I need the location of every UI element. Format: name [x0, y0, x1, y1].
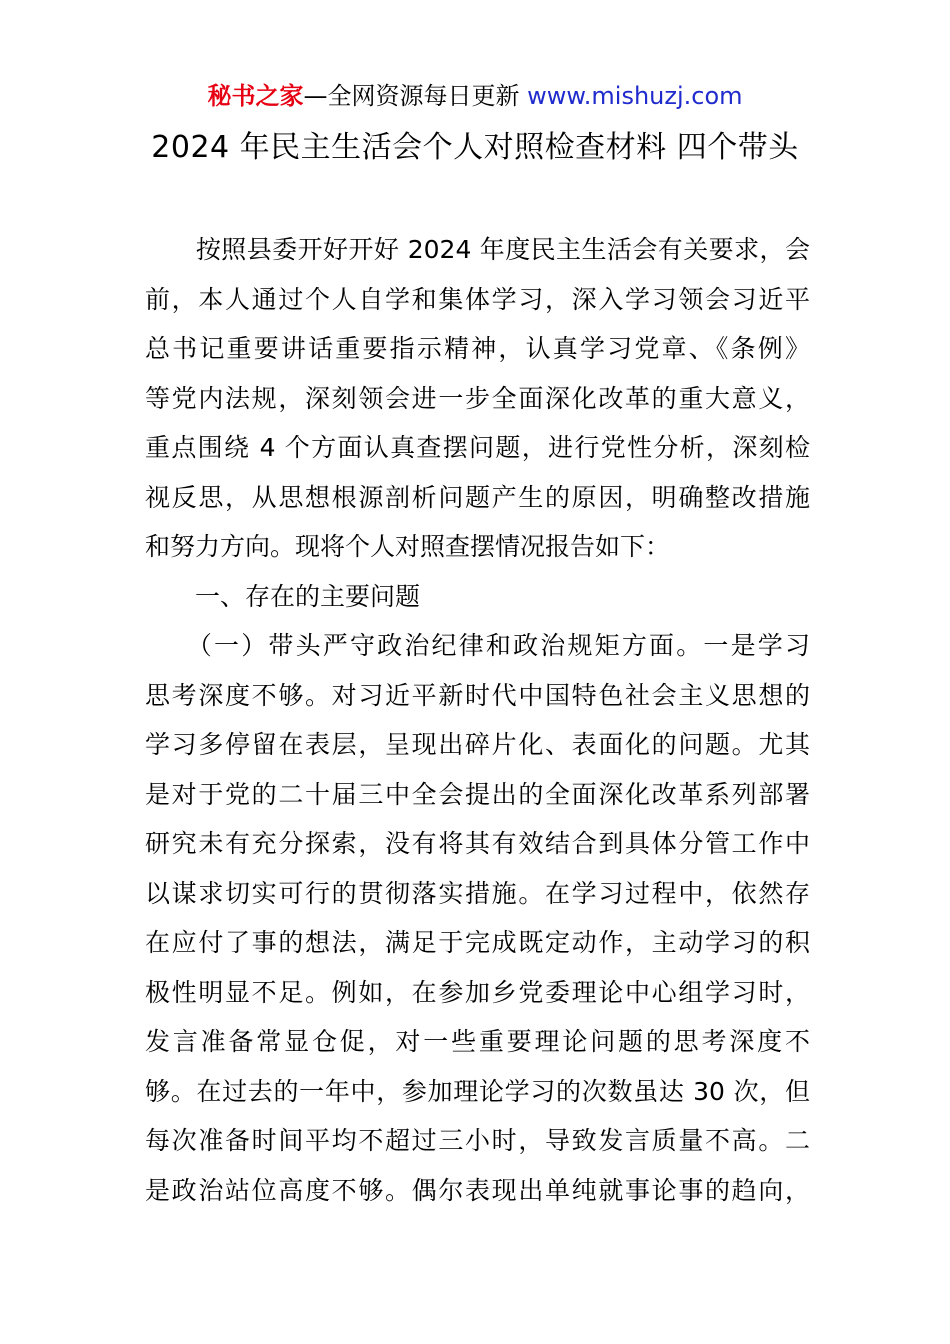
site-tagline: —全网资源每日更新: [303, 82, 520, 110]
document-body: [145, 225, 810, 1215]
document-title: 2024 年民主生活会个人对照检查材料 四个带头: [151, 130, 799, 165]
body-line: 重点围绕 4 个方面认真查摆问题，进行党性分析，深刻检: [145, 433, 810, 462]
body-line: 够。在过去的一年中，参加理论学习的次数虽达 30 次，但: [145, 1076, 810, 1106]
body-line: （一）带头严守政治纪律和政治规矩方面。一是学习: [145, 631, 810, 660]
body-line: 每次准备时间平均不超过三小时，导致发言质量不高。二: [145, 1126, 810, 1155]
body-line: 发言准备常显仓促，对一些重要理论问题的思考深度不: [145, 1027, 810, 1056]
body-line: 按照县委开好开好 2024 年度民主生活会有关要求，会: [145, 235, 810, 264]
body-line: 是对于党的二十届三中全会提出的全面深化改革系列部署: [145, 779, 810, 809]
section-heading: 一、存在的主要问题: [145, 581, 421, 611]
body-line: 以谋求切实可行的贯彻落实措施。在学习过程中，依然存: [145, 878, 810, 908]
site-header: [0, 80, 950, 112]
body-line: 思考深度不够。对习近平新时代中国特色社会主义思想的: [145, 680, 810, 710]
body-line: 视反思，从思想根源剖析问题产生的原因，明确整改措施: [145, 482, 810, 512]
body-line: 前，本人通过个人自学和集体学习，深入学习领会习近平: [145, 284, 810, 314]
site-url-link[interactable]: www.mishuzj.com: [527, 82, 743, 110]
body-line: 和努力方向。现将个人对照查摆情况报告如下：: [145, 532, 671, 561]
body-line: 在应付了事的想法，满足于完成既定动作，主动学习的积: [145, 928, 810, 957]
body-line: 是政治站位高度不够。偶尔表现出单纯就事论事的趋向，: [145, 1175, 810, 1205]
body-line: 总书记重要讲话重要指示精神，认真学习党章、《条例》: [145, 334, 810, 363]
body-line: 等党内法规，深刻领会进一步全面深化改革的重大意义，: [145, 383, 810, 413]
body-line: 极性明显不足。例如，在参加乡党委理论中心组学习时，: [145, 977, 810, 1007]
body-line: 研究未有充分探索，没有将其有效结合到具体分管工作中: [145, 829, 810, 858]
body-line: 学习多停留在表层，呈现出碎片化、表面化的问题。尤其: [145, 730, 810, 759]
site-brand: 秘书之家: [207, 82, 304, 110]
